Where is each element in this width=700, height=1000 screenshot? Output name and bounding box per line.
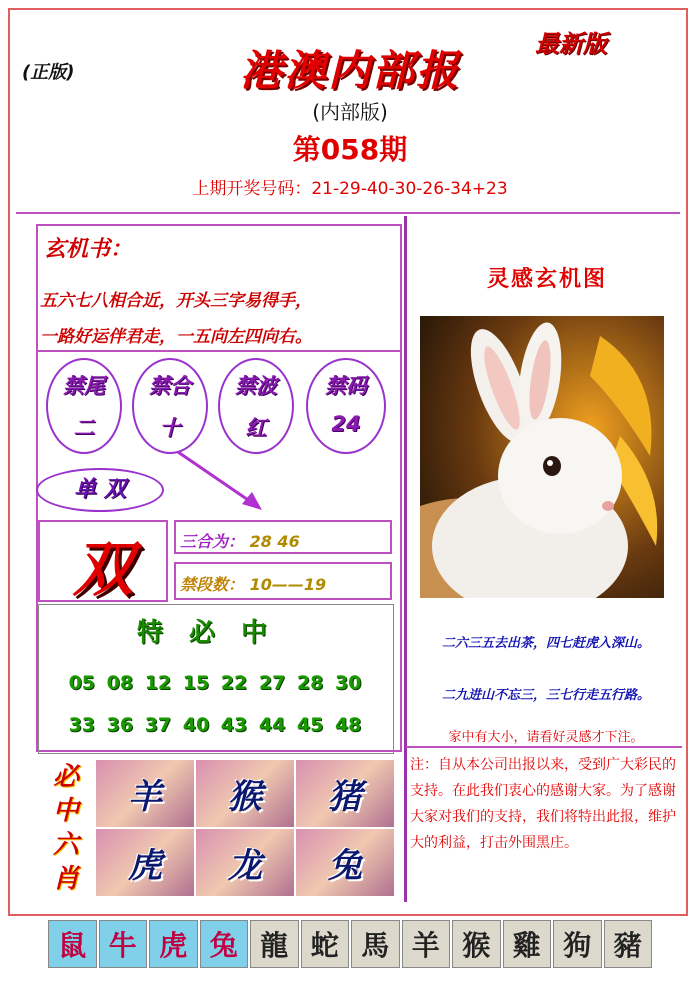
xuanji-line-1: 五六七八相合近，开头三字易得手，: [40, 291, 312, 311]
bizhong-char: 中: [52, 796, 79, 826]
zodiac-cell: 猪: [296, 760, 394, 827]
sanhe-row: [180, 529, 300, 552]
zodiac-tile: 鼠: [48, 920, 97, 968]
zodiac-cell: 龙: [196, 829, 294, 896]
tip-value: 十: [159, 416, 181, 440]
bizhong-char: 肖: [52, 864, 79, 894]
zodiac-cell: 羊: [96, 760, 194, 827]
tip-oval-jinma: [306, 358, 386, 454]
zodiac-cell: 猴: [196, 760, 294, 827]
notice-text: 注：自从本公司出报以来，受到广大彩民的支持。在此我们衷心的感谢大家。为了感谢大家对我们的支持，我们将特出此报，维护大的利益，打击外围黑庄。: [410, 757, 676, 851]
jinduanshu-value: 10——19: [249, 575, 327, 594]
page-subtitle: (内部版): [312, 100, 388, 124]
poem-line-2: 二九进山不忘三，三七行走五行路。: [441, 688, 650, 703]
zodiac-tile: 馬: [351, 920, 400, 968]
zodiac-tile: 牛: [99, 920, 148, 968]
poem-line-1: 二六三五去出茶，四七赶虎入深山。: [441, 636, 650, 651]
column-divider: [404, 216, 407, 902]
tebizhong-row-1: 05 08 12 15 22 27 28 30: [68, 672, 362, 694]
zodiac-bar: [48, 920, 652, 968]
zodiac-tile: 蛇: [301, 920, 350, 968]
tip-value: 24: [331, 412, 361, 436]
tip-oval-jinwei: [46, 358, 122, 454]
page-title: 港澳内部报: [239, 46, 460, 95]
zodiac-cell: 兔: [296, 829, 394, 896]
tip-key: 禁码: [325, 374, 367, 398]
picture-title: 灵感玄机图: [486, 266, 607, 292]
danshuang-oval: 单 双: [36, 468, 164, 512]
zodiac-tile: 雞: [503, 920, 552, 968]
tip-key: 禁波: [235, 374, 277, 398]
zodiac-tile: 兔: [200, 920, 249, 968]
tip-key: 禁尾: [63, 374, 105, 398]
tip-oval-jinhe: [132, 358, 208, 454]
tebizhong-title: 特必中: [136, 618, 293, 648]
zodiac-tile: 狗: [553, 920, 602, 968]
zodiac-cell: 虎: [96, 829, 194, 896]
jinduanshu-label: 禁段数：: [180, 575, 245, 594]
bizhong-liuxiao-label: [44, 760, 88, 896]
zodiac-tile: 豬: [604, 920, 653, 968]
arrow-icon: [170, 446, 270, 516]
edition-left-label: (正版): [22, 62, 75, 83]
issue-number: 第058期: [292, 133, 408, 166]
zodiac-tile: 猴: [452, 920, 501, 968]
shuang-big-text: 双: [73, 535, 133, 605]
zodiac-tile: 虎: [149, 920, 198, 968]
xuanji-line-2: 一路好运伴君走，一五向左四向右。: [40, 327, 312, 347]
last-draw-numbers: 上期开奖号码：21-29-40-30-26-34+23: [192, 179, 508, 199]
edition-right-label: 最新版: [535, 30, 607, 58]
zodiac-tile: 龍: [250, 920, 299, 968]
notice-divider: [406, 746, 682, 748]
xuanji-title: 玄机书：: [44, 236, 133, 262]
tip-oval-jinbo: [218, 358, 294, 454]
rabbit-picture: [420, 316, 664, 598]
bizhong-char: 六: [52, 830, 79, 860]
sanhe-value: 28 46: [249, 532, 300, 551]
bizhong-char: 必: [52, 762, 79, 792]
header-divider: [16, 212, 680, 214]
poem-line-3: 家中有大小，请看好灵感才下注。: [448, 730, 644, 745]
tebizhong-row-2: 33 36 37 40 43 44 45 48: [68, 714, 362, 736]
tip-key: 禁合: [149, 374, 191, 398]
jinduanshu-row: [180, 572, 326, 595]
zodiac-tile: 羊: [402, 920, 451, 968]
tip-value: 二: [73, 416, 95, 440]
sanhe-label: 三合为：: [180, 532, 245, 551]
six-zodiac-grid: [96, 760, 394, 896]
tip-value: 红: [245, 416, 267, 440]
